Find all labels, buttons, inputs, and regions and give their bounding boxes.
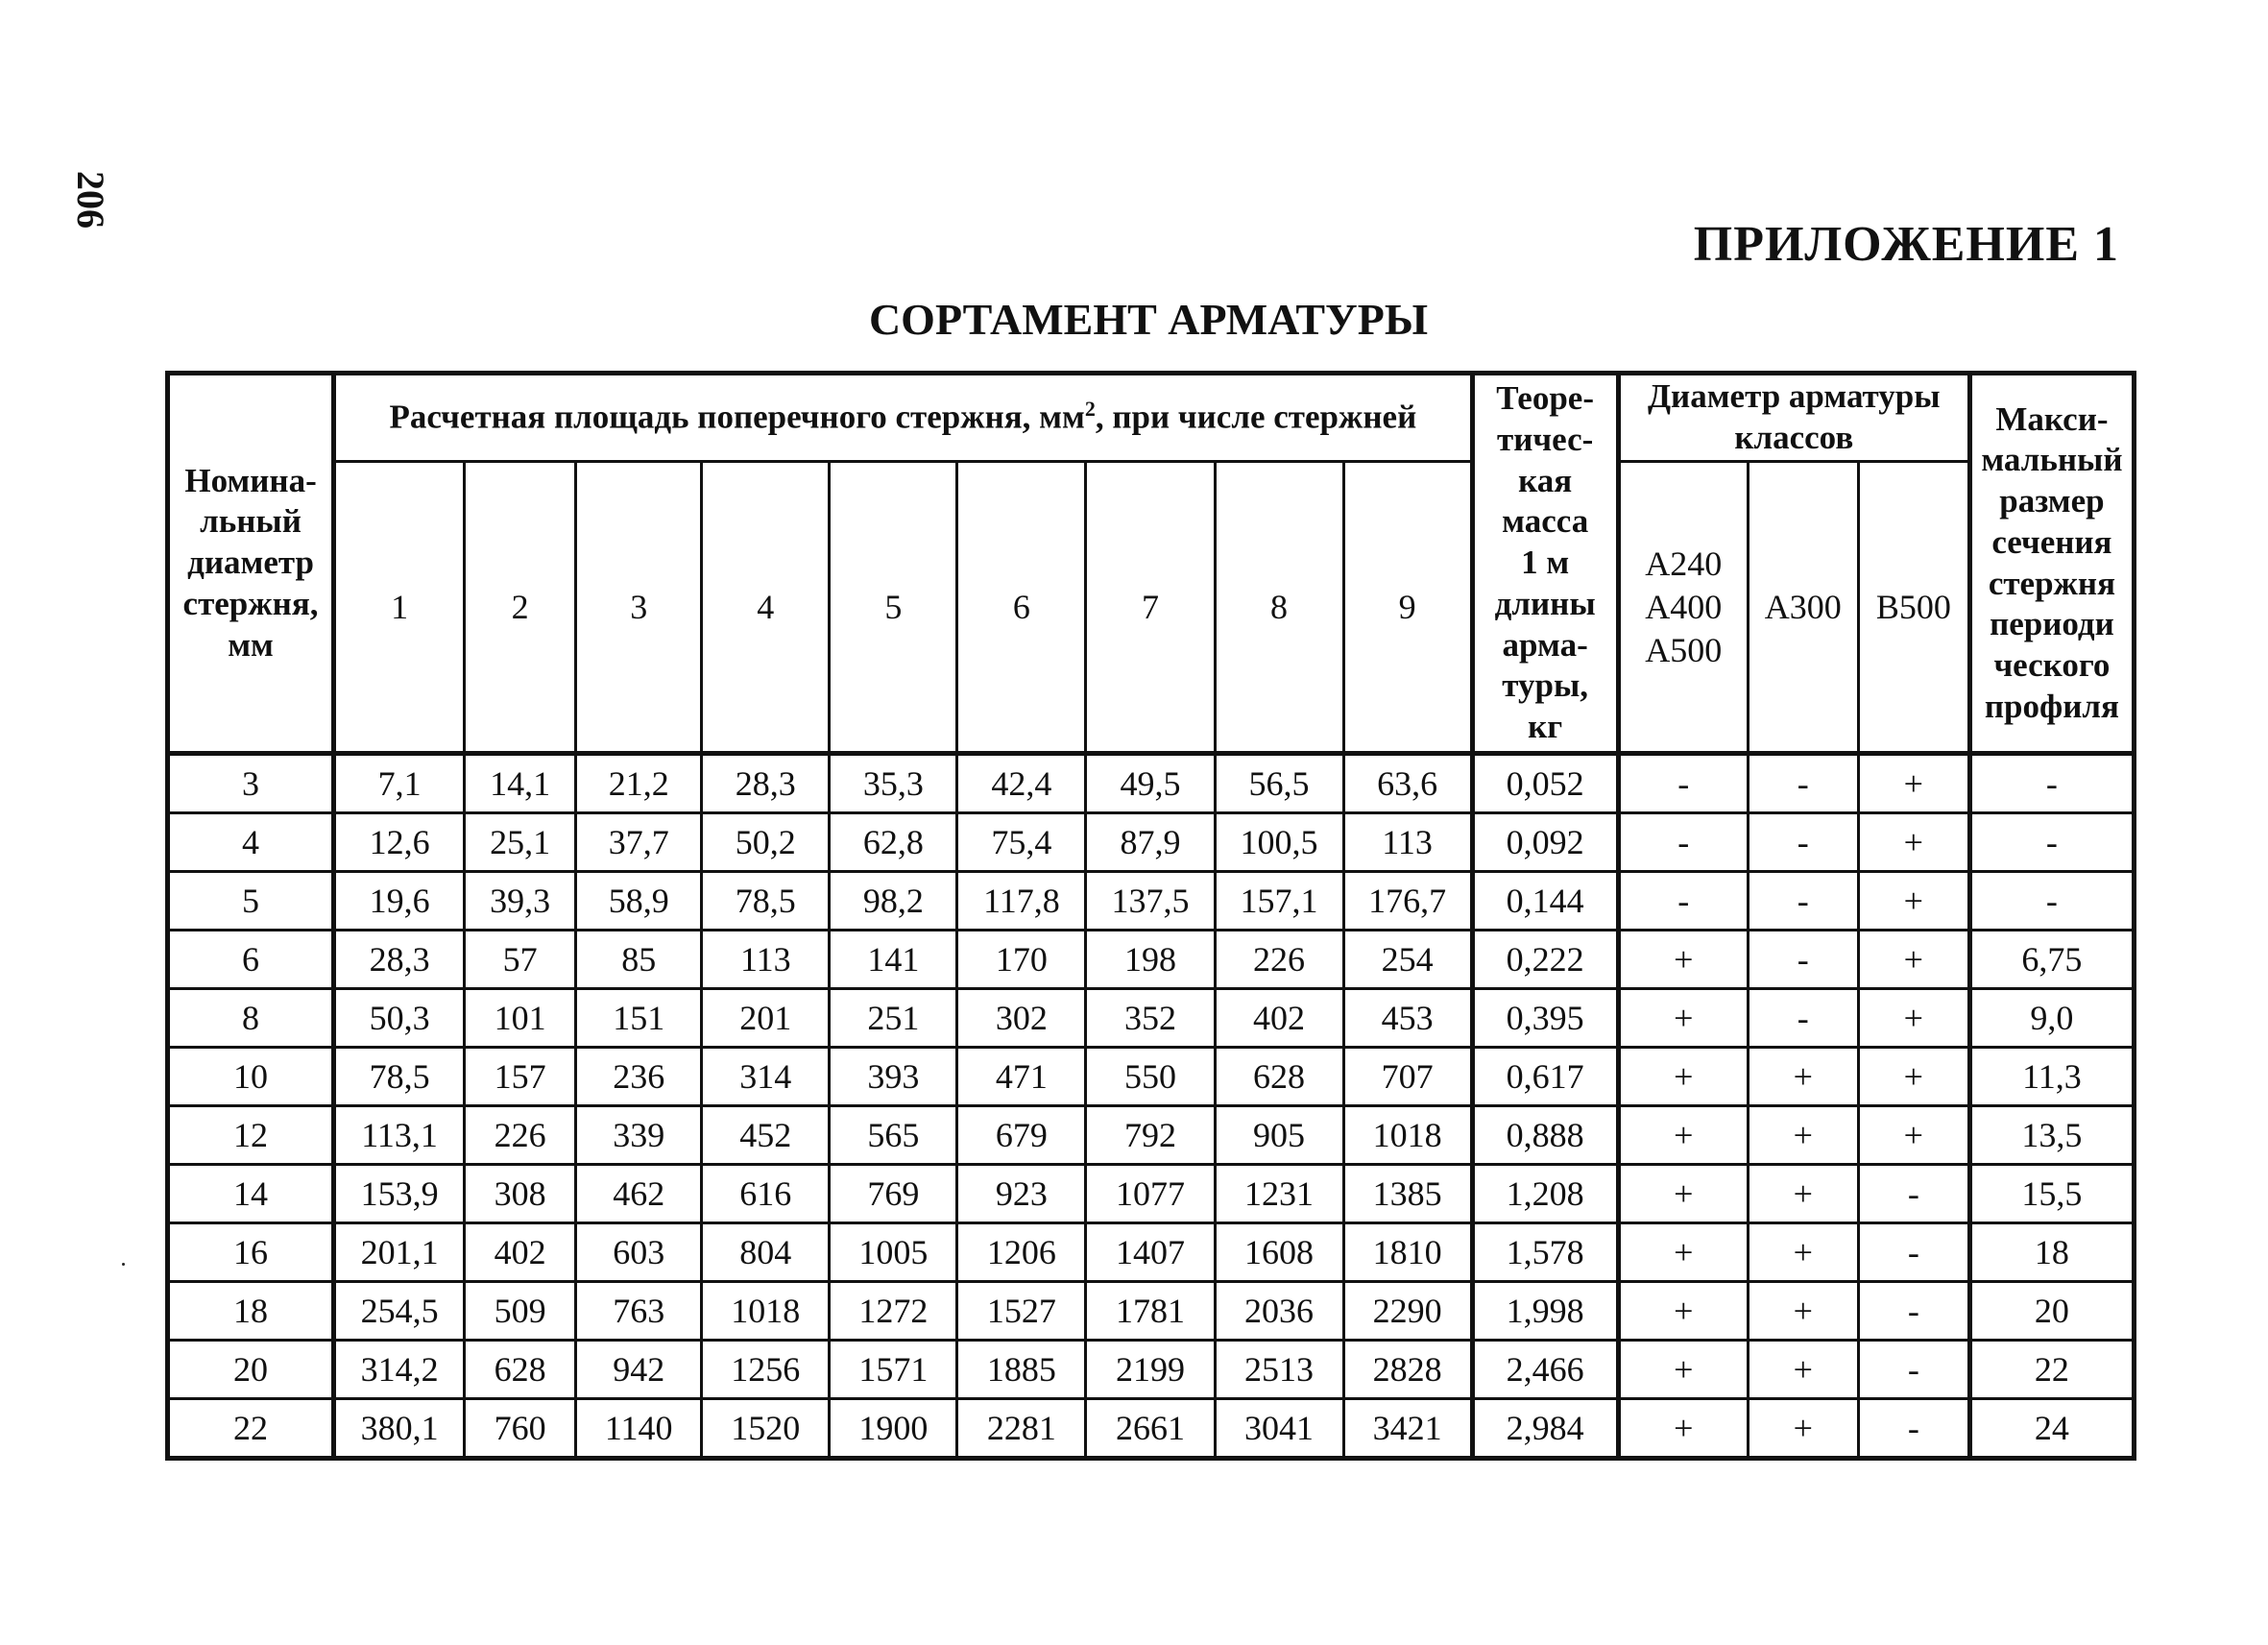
area-cell: 49,5 xyxy=(1086,754,1215,813)
class-availability-cell: + xyxy=(1858,989,1969,1048)
area-cell: 62,8 xyxy=(830,813,957,872)
class-availability-cell: + xyxy=(1858,813,1969,872)
mass-cell: 0,617 xyxy=(1472,1048,1618,1106)
header-line: 1 м xyxy=(1521,544,1570,582)
area-cell: 2199 xyxy=(1086,1341,1215,1399)
mass-cell: 0,052 xyxy=(1472,754,1618,813)
nominal-diameter-cell: 16 xyxy=(168,1223,334,1282)
area-cell: 1527 xyxy=(957,1282,1086,1341)
table-row xyxy=(168,1341,2135,1399)
area-cell: 393 xyxy=(830,1048,957,1106)
header-max-size xyxy=(1969,374,2134,754)
area-cell: 42,4 xyxy=(957,754,1086,813)
table-row xyxy=(168,1048,2135,1106)
area-cell: 176,7 xyxy=(1343,872,1472,931)
area-cell: 308 xyxy=(465,1165,576,1223)
area-cell: 628 xyxy=(1215,1048,1343,1106)
area-cell: 679 xyxy=(957,1106,1086,1165)
class-availability-cell: + xyxy=(1858,754,1969,813)
area-cell: 1520 xyxy=(702,1399,830,1459)
area-cell: 402 xyxy=(465,1223,576,1282)
area-cell: 3421 xyxy=(1343,1399,1472,1459)
class-availability-cell: + xyxy=(1858,1106,1969,1165)
area-cell: 1272 xyxy=(830,1282,957,1341)
mass-cell: 1,208 xyxy=(1472,1165,1618,1223)
area-cell: 2281 xyxy=(957,1399,1086,1459)
area-cell: 35,3 xyxy=(830,754,957,813)
area-cell: 2513 xyxy=(1215,1341,1343,1399)
area-cell: 113,1 xyxy=(334,1106,465,1165)
class-availability-cell: + xyxy=(1618,989,1748,1048)
area-cell: 905 xyxy=(1215,1106,1343,1165)
max-size-cell: 15,5 xyxy=(1969,1165,2134,1223)
class-availability-cell: - xyxy=(1858,1341,1969,1399)
header-area-group-text: Расчетная площадь поперечного стержня, мм xyxy=(389,398,1085,436)
header-line: профиля xyxy=(1984,687,2119,725)
area-cell: 1608 xyxy=(1215,1223,1343,1282)
area-cell: 236 xyxy=(576,1048,702,1106)
appendix-title: ПРИЛОЖЕНИЕ 1 xyxy=(1693,217,2119,272)
area-cell: 603 xyxy=(576,1223,702,1282)
area-cell: 1571 xyxy=(830,1341,957,1399)
class-availability-cell: - xyxy=(1748,989,1858,1048)
nominal-diameter-cell: 18 xyxy=(168,1282,334,1341)
area-cell: 1781 xyxy=(1086,1282,1215,1341)
header-line: стержня xyxy=(1988,564,2116,602)
class-availability-cell: + xyxy=(1748,1106,1858,1165)
nominal-diameter-cell: 3 xyxy=(168,754,334,813)
table-row xyxy=(168,1399,2135,1459)
table-row xyxy=(168,1106,2135,1165)
header-line: сечения xyxy=(1991,522,2112,561)
table-row xyxy=(168,1223,2135,1282)
max-size-cell: 6,75 xyxy=(1969,931,2134,989)
header-bar-count: 7 xyxy=(1086,462,1215,754)
area-cell: 37,7 xyxy=(576,813,702,872)
area-cell: 628 xyxy=(465,1341,576,1399)
area-cell: 763 xyxy=(576,1282,702,1341)
class-availability-cell: + xyxy=(1748,1282,1858,1341)
header-line: кая xyxy=(1518,461,1573,499)
area-cell: 2661 xyxy=(1086,1399,1215,1459)
area-cell: 1385 xyxy=(1343,1165,1472,1223)
area-cell: 1407 xyxy=(1086,1223,1215,1282)
table-row xyxy=(168,931,2135,989)
header-bar-count: 8 xyxy=(1215,462,1343,754)
header-line: Номина- xyxy=(184,461,317,499)
mass-cell: 2,466 xyxy=(1472,1341,1618,1399)
area-cell: 87,9 xyxy=(1086,813,1215,872)
header-line: арма- xyxy=(1502,625,1588,664)
area-cell: 14,1 xyxy=(465,754,576,813)
table-row xyxy=(168,872,2135,931)
area-cell: 942 xyxy=(576,1341,702,1399)
mass-cell: 0,395 xyxy=(1472,989,1618,1048)
area-cell: 2828 xyxy=(1343,1341,1472,1399)
area-cell: 707 xyxy=(1343,1048,1472,1106)
area-cell: 201 xyxy=(702,989,830,1048)
header-class-label: А240 xyxy=(1645,544,1723,583)
area-cell: 7,1 xyxy=(334,754,465,813)
header-line: ческого xyxy=(1993,645,2111,684)
area-cell: 462 xyxy=(576,1165,702,1223)
class-availability-cell: + xyxy=(1748,1048,1858,1106)
header-rebar-class xyxy=(1858,462,1969,754)
header-bar-count: 6 xyxy=(957,462,1086,754)
max-size-cell: 13,5 xyxy=(1969,1106,2134,1165)
header-line: масса xyxy=(1502,502,1589,541)
max-size-cell: 11,3 xyxy=(1969,1048,2134,1106)
max-size-cell: 20 xyxy=(1969,1282,2134,1341)
header-class-label: А300 xyxy=(1764,587,1842,626)
area-cell: 2290 xyxy=(1343,1282,1472,1341)
area-cell: 78,5 xyxy=(702,872,830,931)
table-row xyxy=(168,1165,2135,1223)
nominal-diameter-cell: 6 xyxy=(168,931,334,989)
area-cell: 804 xyxy=(702,1223,830,1282)
area-cell: 226 xyxy=(1215,931,1343,989)
header-area-group-suffix: , при числе стержней xyxy=(1095,398,1417,436)
area-cell: 75,4 xyxy=(957,813,1086,872)
table-row xyxy=(168,1282,2135,1341)
mass-cell: 1,578 xyxy=(1472,1223,1618,1282)
header-line: стержня, xyxy=(182,584,319,622)
area-cell: 471 xyxy=(957,1048,1086,1106)
class-availability-cell: + xyxy=(1858,931,1969,989)
area-cell: 565 xyxy=(830,1106,957,1165)
header-class-label: А400 xyxy=(1645,587,1723,626)
class-availability-cell: + xyxy=(1618,1341,1748,1399)
class-availability-cell: - xyxy=(1618,754,1748,813)
area-cell: 550 xyxy=(1086,1048,1215,1106)
class-availability-cell: - xyxy=(1618,813,1748,872)
max-size-cell: 18 xyxy=(1969,1223,2134,1282)
class-availability-cell: + xyxy=(1748,1399,1858,1459)
class-availability-cell: + xyxy=(1618,1165,1748,1223)
area-cell: 314,2 xyxy=(334,1341,465,1399)
nominal-diameter-cell: 22 xyxy=(168,1399,334,1459)
document-title: СОРТАМЕНТ АРМАТУРЫ xyxy=(868,295,1429,344)
area-cell: 78,5 xyxy=(334,1048,465,1106)
header-line: Диаметр арматуры xyxy=(1647,377,1941,416)
class-availability-cell: - xyxy=(1858,1223,1969,1282)
mass-cell: 2,984 xyxy=(1472,1399,1618,1459)
area-cell: 251 xyxy=(830,989,957,1048)
header-bar-count: 2 xyxy=(465,462,576,754)
area-cell: 100,5 xyxy=(1215,813,1343,872)
header-rebar-class xyxy=(1618,462,1748,754)
rebar-assortment-table xyxy=(165,371,2136,1461)
nominal-diameter-cell: 14 xyxy=(168,1165,334,1223)
class-availability-cell: - xyxy=(1858,1165,1969,1223)
area-cell: 170 xyxy=(957,931,1086,989)
nominal-diameter-cell: 10 xyxy=(168,1048,334,1106)
table-row xyxy=(168,813,2135,872)
mass-cell: 0,092 xyxy=(1472,813,1618,872)
area-cell: 254 xyxy=(1343,931,1472,989)
class-availability-cell: + xyxy=(1748,1223,1858,1282)
class-availability-cell: + xyxy=(1858,1048,1969,1106)
class-availability-cell: - xyxy=(1748,931,1858,989)
area-cell: 352 xyxy=(1086,989,1215,1048)
max-size-cell: 24 xyxy=(1969,1399,2134,1459)
area-cell: 1018 xyxy=(1343,1106,1472,1165)
mass-cell: 0,888 xyxy=(1472,1106,1618,1165)
area-cell: 98,2 xyxy=(830,872,957,931)
class-availability-cell: + xyxy=(1858,872,1969,931)
area-cell: 57 xyxy=(465,931,576,989)
class-availability-cell: - xyxy=(1748,872,1858,931)
header-line: мальный xyxy=(1981,441,2123,479)
area-cell: 113 xyxy=(1343,813,1472,872)
area-cell: 63,6 xyxy=(1343,754,1472,813)
header-line: туры, xyxy=(1502,666,1589,705)
area-cell: 760 xyxy=(465,1399,576,1459)
area-cell: 923 xyxy=(957,1165,1086,1223)
area-cell: 339 xyxy=(576,1106,702,1165)
class-availability-cell: + xyxy=(1618,1106,1748,1165)
class-availability-cell: - xyxy=(1748,813,1858,872)
class-availability-cell: - xyxy=(1618,872,1748,931)
header-class-label: А500 xyxy=(1645,630,1723,669)
area-cell: 452 xyxy=(702,1106,830,1165)
area-cell: 402 xyxy=(1215,989,1343,1048)
max-size-cell: 22 xyxy=(1969,1341,2134,1399)
area-cell: 56,5 xyxy=(1215,754,1343,813)
area-cell: 226 xyxy=(465,1106,576,1165)
class-availability-cell: + xyxy=(1618,1048,1748,1106)
nominal-diameter-cell: 5 xyxy=(168,872,334,931)
header-line: Теоре- xyxy=(1496,379,1594,418)
area-cell: 1077 xyxy=(1086,1165,1215,1223)
header-bar-count: 9 xyxy=(1343,462,1472,754)
page-number: 206 xyxy=(69,171,112,229)
header-line: диаметр xyxy=(187,544,314,582)
max-size-cell: - xyxy=(1969,872,2134,931)
max-size-cell: - xyxy=(1969,813,2134,872)
area-cell: 1231 xyxy=(1215,1165,1343,1223)
area-cell: 39,3 xyxy=(465,872,576,931)
class-availability-cell: + xyxy=(1618,1223,1748,1282)
area-cell: 1018 xyxy=(702,1282,830,1341)
area-cell: 509 xyxy=(465,1282,576,1341)
area-cell: 769 xyxy=(830,1165,957,1223)
header-line: льный xyxy=(200,502,302,541)
header-class-label: В500 xyxy=(1875,587,1951,626)
area-cell: 151 xyxy=(576,989,702,1048)
mass-cell: 1,998 xyxy=(1472,1282,1618,1341)
header-bar-count: 4 xyxy=(702,462,830,754)
class-availability-cell: + xyxy=(1618,931,1748,989)
table-row xyxy=(168,989,2135,1048)
area-cell: 28,3 xyxy=(702,754,830,813)
area-cell: 198 xyxy=(1086,931,1215,989)
header-line: Макси- xyxy=(1995,399,2109,438)
class-availability-cell: + xyxy=(1618,1282,1748,1341)
area-cell: 157 xyxy=(465,1048,576,1106)
area-cell: 58,9 xyxy=(576,872,702,931)
header-bar-count: 1 xyxy=(334,462,465,754)
area-cell: 113 xyxy=(702,931,830,989)
area-cell: 25,1 xyxy=(465,813,576,872)
header-line: длины xyxy=(1494,584,1596,622)
area-cell: 792 xyxy=(1086,1106,1215,1165)
area-cell: 153,9 xyxy=(334,1165,465,1223)
header-nominal-diameter xyxy=(168,374,334,754)
area-cell: 21,2 xyxy=(576,754,702,813)
area-cell: 302 xyxy=(957,989,1086,1048)
header-bar-count: 3 xyxy=(576,462,702,754)
area-cell: 85 xyxy=(576,931,702,989)
area-cell: 1206 xyxy=(957,1223,1086,1282)
class-availability-cell: - xyxy=(1858,1399,1969,1459)
area-cell: 616 xyxy=(702,1165,830,1223)
header-rebar-class xyxy=(1748,462,1858,754)
area-cell: 254,5 xyxy=(334,1282,465,1341)
header-line: классов xyxy=(1734,419,1854,456)
area-cell: 157,1 xyxy=(1215,872,1343,931)
header-line: мм xyxy=(228,625,274,664)
area-cell: 12,6 xyxy=(334,813,465,872)
area-cell: 1900 xyxy=(830,1399,957,1459)
area-cell: 101 xyxy=(465,989,576,1048)
area-cell: 28,3 xyxy=(334,931,465,989)
area-cell: 1810 xyxy=(1343,1223,1472,1282)
area-cell: 380,1 xyxy=(334,1399,465,1459)
header-line: тичес- xyxy=(1497,421,1594,459)
nominal-diameter-cell: 12 xyxy=(168,1106,334,1165)
table-row xyxy=(168,754,2135,813)
area-cell: 50,3 xyxy=(334,989,465,1048)
stray-dot xyxy=(122,1263,125,1266)
header-area-group-sup: 2 xyxy=(1084,397,1096,422)
area-cell: 141 xyxy=(830,931,957,989)
class-availability-cell: + xyxy=(1748,1165,1858,1223)
area-cell: 50,2 xyxy=(702,813,830,872)
nominal-diameter-cell: 4 xyxy=(168,813,334,872)
mass-cell: 0,144 xyxy=(1472,872,1618,931)
header-line: размер xyxy=(1999,482,2105,520)
class-availability-cell: + xyxy=(1618,1399,1748,1459)
class-availability-cell: + xyxy=(1748,1341,1858,1399)
area-cell: 19,6 xyxy=(334,872,465,931)
header-class-group xyxy=(1618,374,1969,462)
area-cell: 137,5 xyxy=(1086,872,1215,931)
class-availability-cell: - xyxy=(1858,1282,1969,1341)
header-mass xyxy=(1472,374,1618,754)
area-cell: 3041 xyxy=(1215,1399,1343,1459)
class-availability-cell: - xyxy=(1748,754,1858,813)
area-cell: 2036 xyxy=(1215,1282,1343,1341)
max-size-cell: 9,0 xyxy=(1969,989,2134,1048)
area-cell: 201,1 xyxy=(334,1223,465,1282)
area-cell: 1885 xyxy=(957,1341,1086,1399)
area-cell: 314 xyxy=(702,1048,830,1106)
area-cell: 453 xyxy=(1343,989,1472,1048)
area-cell: 117,8 xyxy=(957,872,1086,931)
header-area-group xyxy=(334,374,1473,462)
area-cell: 1256 xyxy=(702,1341,830,1399)
area-cell: 1140 xyxy=(576,1399,702,1459)
header-bar-count: 5 xyxy=(830,462,957,754)
header-line: периоди xyxy=(1990,605,2114,643)
max-size-cell: - xyxy=(1969,754,2134,813)
mass-cell: 0,222 xyxy=(1472,931,1618,989)
nominal-diameter-cell: 20 xyxy=(168,1341,334,1399)
nominal-diameter-cell: 8 xyxy=(168,989,334,1048)
header-line: кг xyxy=(1528,707,1563,745)
area-cell: 1005 xyxy=(830,1223,957,1282)
